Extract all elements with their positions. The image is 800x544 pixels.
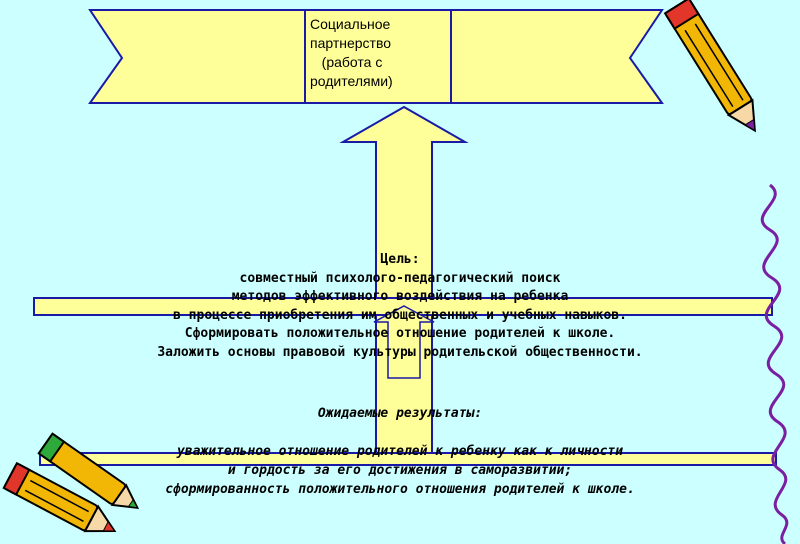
results-heading: Ожидаемые результаты: <box>317 406 483 421</box>
goal-line: методов эффективного воздействия на ребенка <box>231 289 569 305</box>
results-spacer <box>0 423 800 442</box>
goal-line: Заложить основы правовой культуры родительской общественности. <box>157 344 643 360</box>
goal-block <box>0 251 800 363</box>
banner-line: (работа с <box>310 54 383 70</box>
goal-line: в процессе приобретения им общественных и учебных навыков. <box>173 307 627 323</box>
banner-line: Социальное <box>310 16 391 32</box>
goal-line: совместный психолого-педагогический поиск <box>239 270 561 286</box>
goal-line: Сформировать положительное отношение родителей к школе. <box>184 326 616 342</box>
results-line: и гордость за его достижения в саморазвитии; <box>227 463 573 478</box>
goal-heading: Цель: <box>380 252 420 267</box>
banner-text <box>310 15 446 91</box>
results-line: сформированность положительного отношения родителей к школе. <box>165 482 635 497</box>
banner-line: родителями) <box>310 73 393 89</box>
results-line: уважительное отношение родителей к ребенку как к личности <box>176 444 624 459</box>
banner-line: партнерство <box>310 35 392 51</box>
results-block <box>0 404 800 499</box>
pencil-icon <box>665 0 767 138</box>
